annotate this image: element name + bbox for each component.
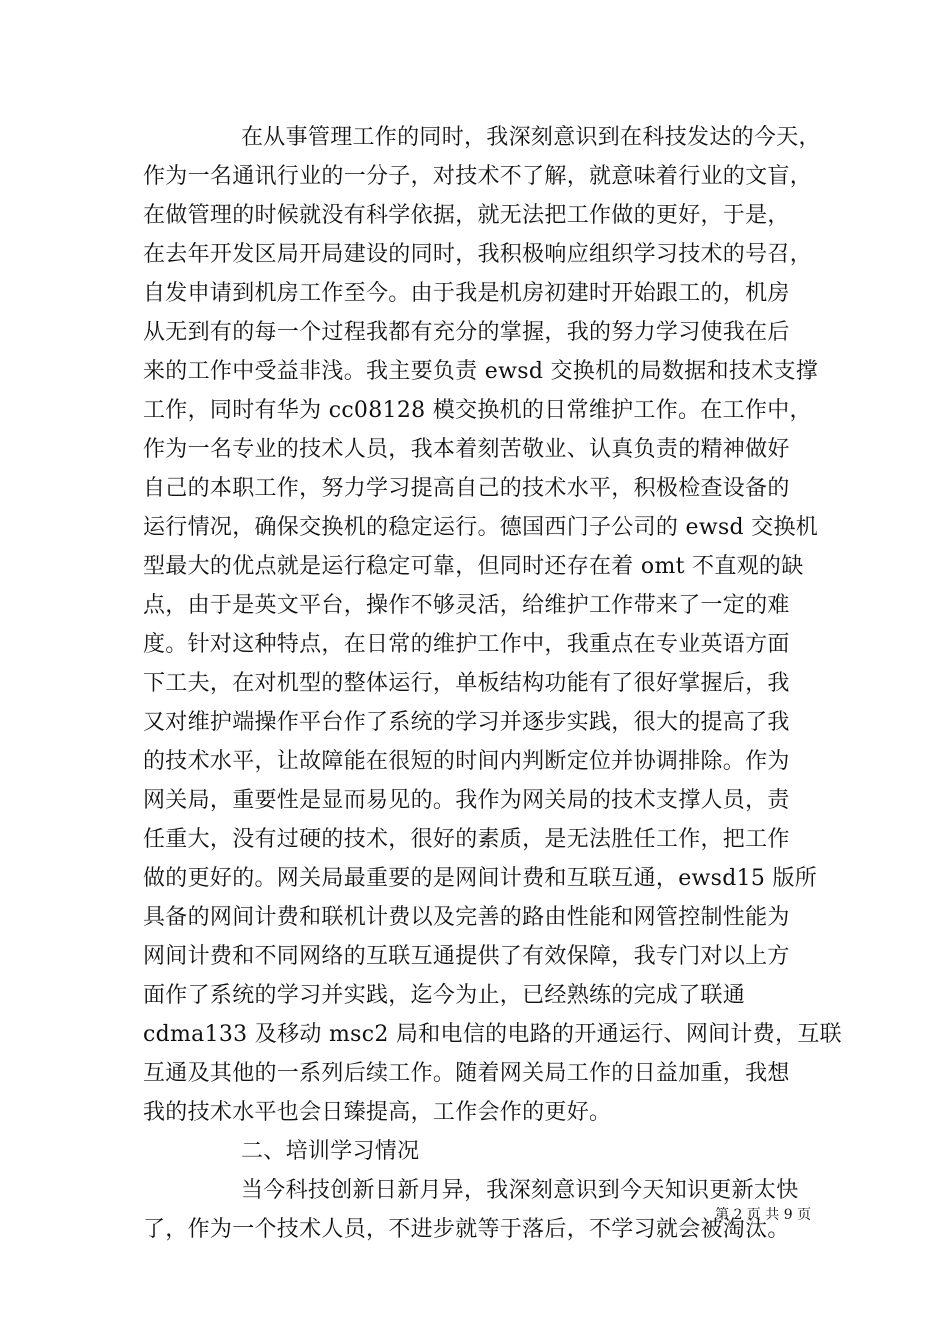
paragraph-line: 又对维护端操作平台作了系统的学习并逐步实践，很大的提高了我 [143, 710, 790, 735]
body-text [143, 118, 842, 1249]
paragraph-line: 从无到有的每一个过程我都有充分的掌握，我的努力学习使我在后 [143, 320, 790, 345]
paragraph-line: 做的更好的。网关局最重要的是网间计费和互联互通，ewsd15 版所 [143, 866, 818, 891]
paragraph-line: 工作，同时有华为 cc08128 模交换机的日常维护工作。在工作中， [143, 398, 812, 423]
paragraph-line: cdma133 及移动 msc2 局和电信的电路的开通运行、网间计费，互联 [143, 1022, 842, 1047]
paragraph-line: 面作了系统的学习并实践，迄今为止，已经熟练的完成了联通 [143, 983, 746, 1008]
paragraph-line: 我的技术水平也会日臻提高，工作会作的更好。 [143, 1100, 612, 1125]
paragraph-line: 自发申请到机房工作至今。由于我是机房初建时开始跟工的，机房 [143, 281, 790, 306]
paragraph-line: 运行情况，确保交换机的稳定运行。德国西门子公司的 ewsd 交换机 [143, 515, 819, 540]
paragraph-line: 作为一名通讯行业的一分子，对技术不了解，就意味着行业的文盲， [143, 164, 813, 189]
paragraph-line: 了，作为一个技术人员，不进步就等于落后，不学习就会被淘汰。 [143, 1217, 790, 1242]
paragraph-line: 自己的本职工作，努力学习提高自己的技术水平，积极检查设备的 [143, 476, 790, 501]
paragraph-line: 在去年开发区局开局建设的同时，我积极响应组织学习技术的号召， [143, 242, 813, 267]
paragraph-line: 互通及其他的一系列后续工作。随着网关局工作的日益加重，我想 [143, 1061, 790, 1086]
paragraph-line: 下工夫，在对机型的整体运行，单板结构功能有了很好掌握后，我 [143, 671, 790, 696]
paragraph-line: 的技术水平，让故障能在很短的时间内判断定位并协调排除。作为 [143, 749, 790, 774]
paragraph-line: 点，由于是英文平台，操作不够灵活，给维护工作带来了一定的难 [143, 593, 790, 618]
paragraph-line: 型最大的优点就是运行稳定可靠，但同时还存在着 omt 不直观的缺 [143, 554, 804, 579]
paragraph-line: 当今科技创新日新月异，我深刻意识到今天知识更新太快 [241, 1178, 799, 1203]
paragraph-line: 度。针对这种特点，在日常的维护工作中，我重点在专业英语方面 [143, 632, 790, 657]
paragraph-line: 具备的网间计费和联机计费以及完善的路由性能和网管控制性能为 [143, 905, 790, 930]
page-number: 第 2 页 共 9 页 [715, 1207, 812, 1223]
section-heading: 二、培训学习情况 [241, 1139, 420, 1164]
paragraph-line: 在从事管理工作的同时，我深刻意识到在科技发达的今天， [241, 125, 821, 150]
paragraph-line: 作为一名专业的技术人员，我本着刻苦敬业、认真负责的精神做好 [143, 437, 790, 462]
paragraph-line: 网间计费和不同网络的互联互通提供了有效保障，我专门对以上方 [143, 944, 790, 969]
paragraph-line: 网关局，重要性是显而易见的。我作为网关局的技术支撑人员，责 [143, 788, 790, 813]
paragraph-line: 任重大，没有过硬的技术，很好的素质，是无法胜任工作，把工作 [143, 827, 790, 852]
paragraph-line: 来的工作中受益非浅。我主要负责 ewsd 交换机的局数据和技术支撑 [143, 359, 819, 384]
paragraph-line: 在做管理的时候就没有科学依据，就无法把工作做的更好，于是， [143, 203, 790, 228]
